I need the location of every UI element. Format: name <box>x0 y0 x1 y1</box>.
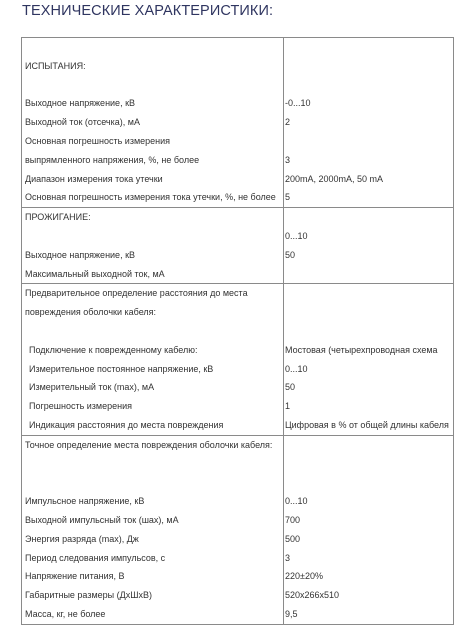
spec-value: 2 <box>285 117 291 128</box>
spec-label: Выходное напряжение, кВ <box>25 249 136 260</box>
spec-value <box>284 303 453 322</box>
spec-value: 0...10 <box>285 496 308 507</box>
spec-label <box>22 38 283 57</box>
spec-label: Измерительный ток (max), мА <box>29 382 155 393</box>
spec-label <box>22 76 283 95</box>
spec-label: Максимальный выходной ток, мА <box>25 268 165 279</box>
spec-value: 0...10 <box>285 363 308 374</box>
spec-value: 3 <box>285 154 291 165</box>
spec-label: Основная погрешность измерения тока утечки, %, не более <box>25 192 276 203</box>
spec-label: Предварительное определение расстояния до места <box>25 288 248 299</box>
spec-label: Период следования импульсов, с <box>25 552 166 563</box>
spec-label: Измерительное постоянное напряжение, кВ <box>29 363 214 374</box>
spec-label: Индикация расстояния до места повреждения <box>29 419 224 430</box>
spec-value-cell <box>284 38 454 208</box>
spec-value <box>284 208 453 227</box>
spec-label-cell <box>22 284 284 435</box>
spec-value-cell <box>284 208 454 284</box>
spec-label: ИСПЫТАНИЯ: <box>25 60 86 71</box>
spec-value: 520x266x510 <box>285 590 340 601</box>
spec-label: Основная погрешность измерения <box>25 135 171 146</box>
spec-value: 1 <box>285 401 291 412</box>
spec-value <box>284 265 453 284</box>
spec-table <box>21 37 454 625</box>
spec-label <box>22 227 283 246</box>
spec-label: Габаритные размеры (ДхШхВ) <box>25 590 152 601</box>
spec-value: Мостовая (четырехпроводная схема <box>285 344 438 355</box>
page-title: ТЕХНИЧЕСКИЕ ХАРАКТЕРИСТИКИ: <box>22 3 274 19</box>
spec-value <box>284 284 453 303</box>
spec-table-body <box>22 38 454 625</box>
spec-section <box>22 284 454 435</box>
spec-label: Масса, кг, не более <box>25 608 106 619</box>
spec-label <box>22 473 283 492</box>
spec-value <box>284 38 453 57</box>
spec-value <box>284 132 453 151</box>
spec-value: 500 <box>285 533 301 544</box>
spec-value-cell <box>284 435 454 624</box>
spec-value: 50 <box>285 382 296 393</box>
spec-label: выпрямленного напряжения, %, не более <box>25 154 200 165</box>
spec-label: Диапазон измерения тока утечки <box>25 173 163 184</box>
spec-label: повреждения оболочки кабеля: <box>25 307 157 318</box>
spec-value <box>284 322 453 341</box>
spec-value <box>284 76 453 95</box>
spec-value: 5 <box>285 192 291 203</box>
spec-label-cell <box>22 435 284 624</box>
spec-value: -0...10 <box>285 98 311 109</box>
spec-value <box>284 436 453 455</box>
spec-value <box>284 57 453 76</box>
spec-value <box>284 473 453 492</box>
spec-value: 9,5 <box>285 608 298 619</box>
spec-value: 3 <box>285 552 291 563</box>
spec-label <box>22 455 283 474</box>
spec-label: Погрешность измерения <box>29 401 133 412</box>
spec-value: 0...10 <box>285 230 308 241</box>
spec-value: Цифровая в % от общей длины кабеля <box>285 419 449 430</box>
spec-label <box>22 322 283 341</box>
spec-section <box>22 208 454 284</box>
spec-label: Выходной ток (отсечка), мА <box>25 117 140 128</box>
spec-value: 220±20% <box>285 571 323 582</box>
spec-label: ПРОЖИГАНИЕ: <box>25 212 91 223</box>
spec-value: 700 <box>285 514 301 525</box>
spec-label: Выходной импульсный ток (шах), мА <box>25 514 179 525</box>
spec-section <box>22 435 454 624</box>
spec-label-cell <box>22 208 284 284</box>
spec-label: Энергия разряда (max), Дж <box>25 533 139 544</box>
spec-value: 200mA, 2000mA, 50 mA <box>285 173 384 184</box>
spec-value-cell <box>284 284 454 435</box>
spec-value: 50 <box>285 249 296 260</box>
spec-label: Точное определение места повреждения оболочки кабеля: <box>25 439 273 450</box>
spec-label: Напряжение питания, В <box>25 571 125 582</box>
spec-value <box>284 455 453 474</box>
spec-label-cell <box>22 38 284 208</box>
spec-label: Выходное напряжение, кВ <box>25 98 136 109</box>
spec-label: Подключение к поврежденному кабелю: <box>29 344 198 355</box>
spec-section <box>22 38 454 208</box>
spec-label: Импульсное напряжение, кВ <box>25 496 145 507</box>
